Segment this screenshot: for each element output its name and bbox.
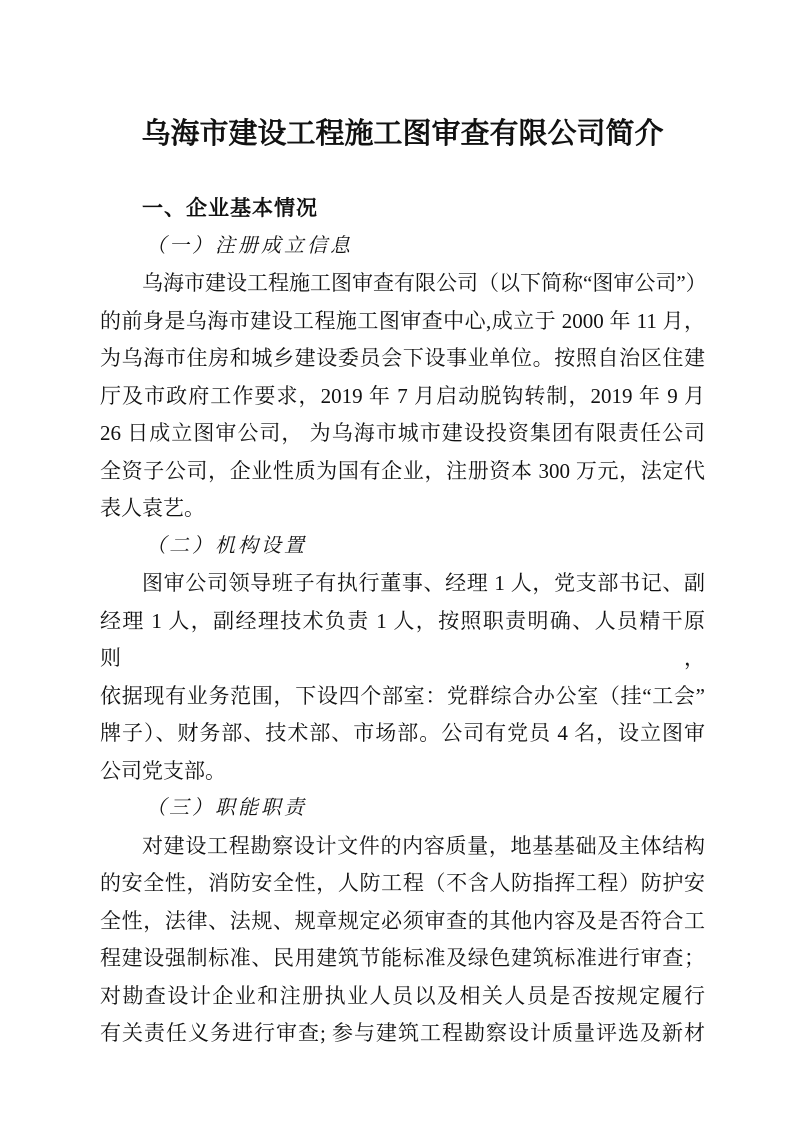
paragraph-line: 依据现有业务范围，下设四个部室：党群综合办公室（挂“工会” bbox=[100, 683, 705, 708]
subsection-heading-2: （二）机构设置 bbox=[146, 534, 307, 557]
paragraph-line: 图审公司领导班子有执行董事、经理 1 人，党支部书记、副 bbox=[142, 571, 705, 595]
subsection-heading-1: （一）注册成立信息 bbox=[146, 234, 353, 257]
paragraph-line: 有关责任义务进行审查; 参与建筑工程勘察设计质量评选及新材 bbox=[100, 1021, 705, 1045]
paragraph-line: 表人袁艺。 bbox=[100, 496, 205, 520]
document-content bbox=[100, 0, 705, 1053]
paragraph-line: 经理 1 人，副经理技术负责 1 人，按照职责明确、人员精干原则， bbox=[100, 608, 705, 670]
paragraph-line: 公司党支部。 bbox=[100, 758, 226, 783]
document-title: 乌海市建设工程施工图审查有限公司简介 bbox=[141, 118, 664, 150]
paragraph-line: 全性，法律、法规、规章规定必须审查的其他内容及是否符合工 bbox=[100, 908, 705, 933]
paragraph-line: 厅及市政府工作要求，2019 年 7 月启动脱钩转制，2019 年 9 月 bbox=[100, 383, 705, 408]
paragraph-line: 对勘查设计企业和注册执业人员以及相关人员是否按规定履行 bbox=[100, 983, 705, 1008]
section-heading-1: 一、企业基本情况 bbox=[142, 197, 318, 220]
paragraph-line: 的安全性，消防安全性，人防工程（不含人防指挥工程）防护安 bbox=[100, 871, 705, 895]
subsection-heading-3: （三）职能职责 bbox=[146, 797, 307, 819]
paragraph-line: 程建设强制标准、民用建筑节能标准及绿色建筑标准进行审查； bbox=[100, 946, 705, 970]
paragraph-line: 26 日成立图审公司， 为乌海市城市建设投资集团有限责任公司 bbox=[100, 421, 705, 445]
paragraph-line: 对建设工程勘察设计文件的内容质量，地基基础及主体结构 bbox=[142, 833, 705, 858]
paragraph-line: 全资子公司，企业性质为国有企业，注册资本 300 万元，法定代 bbox=[100, 458, 705, 483]
paragraph-line: 为乌海市住房和城乡建设委员会下设事业单位。按照自治区住建 bbox=[100, 346, 705, 370]
paragraph-line: 牌子）、财务部、技术部、市场部。公司有党员 4 名，设立图审 bbox=[100, 721, 705, 745]
paragraph-line: 的前身是乌海市建设工程施工图审查中心,成立于 2000 年 11 月， bbox=[100, 308, 705, 333]
paragraph-line: 乌海市建设工程施工图审查有限公司（以下简称“图审公司”） bbox=[142, 271, 707, 295]
